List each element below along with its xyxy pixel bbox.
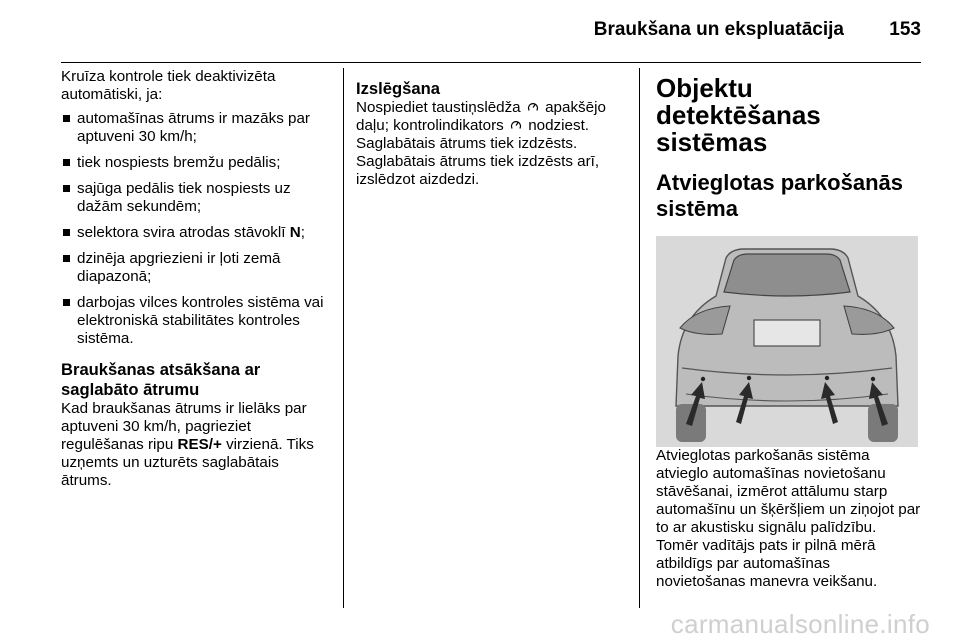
- resume-heading: Braukšanas atsākšana ar saglabāto ātrumu: [61, 360, 261, 399]
- subsection-title: Atvieglotas parkošanās sistēma: [656, 170, 903, 221]
- bullet-icon: [63, 255, 70, 262]
- switch-off-heading: Izslēgšana: [356, 79, 440, 98]
- cruise-control-icon: [527, 101, 539, 113]
- column-2: [356, 79, 628, 189]
- switch-off-text: Nospiediet taustiņslēdža apakšējo daļu; kontrolindikators nodziest. Saglabātais ātrums tiek izdzēsts. Saglabātais ātrums tiek izdzēsts arī, izslēdzot aizdedzi.: [356, 99, 606, 188]
- column-3: [656, 75, 921, 591]
- list-item: darbojas vilces kontroles sistēma vai elektroniskā stabilitātes kontroles sistēma.: [61, 294, 331, 348]
- section-title: Objektu detektēšanas sistēmas: [656, 73, 821, 157]
- bullet-icon: [63, 185, 70, 192]
- car-rear-illustration: [656, 236, 918, 447]
- chapter-title: Braukšana un ekspluatācija: [593, 19, 844, 40]
- bullet-icon: [63, 229, 70, 236]
- list-item: selektora svira atrodas stāvoklī N;: [61, 224, 331, 242]
- column-1: [61, 68, 331, 490]
- header-divider: [61, 62, 921, 63]
- list-item: dzinēja apgriezieni ir ļoti zemā diapazonā;: [61, 250, 331, 286]
- list-item: tiek nospiests bremžu pedālis;: [61, 154, 331, 172]
- deactivation-list: [61, 110, 331, 348]
- column-divider-1: [343, 68, 344, 608]
- bullet-icon: [63, 299, 70, 306]
- list-item: automašīnas ātrums ir mazāks par aptuveni 30 km/h;: [61, 110, 331, 146]
- parking-caption: Atvieglotas parkošanās sistēma atvieglo automašīnas novietošanu stāvēšanai, izmērot attālumu starp automašīnu un šķēršļiem un ziņojot par to ar akustisku signālu palīdzību. Tomēr vadītājs pats ir pilnā mērā atbildīgs par automašīnas novietošanas manevra veikšanu.: [656, 447, 921, 590]
- page-number: 153: [889, 19, 921, 40]
- car-rear-image: [656, 236, 918, 447]
- column-divider-2: [639, 68, 640, 608]
- deactivation-intro: Kruīza kontrole tiek deaktivizēta automātiski, ja:: [61, 68, 276, 103]
- cruise-control-icon: [510, 119, 522, 131]
- bullet-icon: [63, 159, 70, 166]
- page-header: [0, 0, 960, 56]
- resume-text: Kad braukšanas ātrums ir lielāks par aptuveni 30 km/h, pagrieziet regulēšanas ripu RES/+ virzienā. Tiks uzņemts un uzturēts saglabātais ātrums.: [61, 400, 314, 489]
- bullet-icon: [63, 115, 70, 122]
- list-item: sajūga pedālis tiek nospiests uz dažām sekundēm;: [61, 180, 331, 216]
- watermark: carmanualsonline.info: [670, 609, 930, 639]
